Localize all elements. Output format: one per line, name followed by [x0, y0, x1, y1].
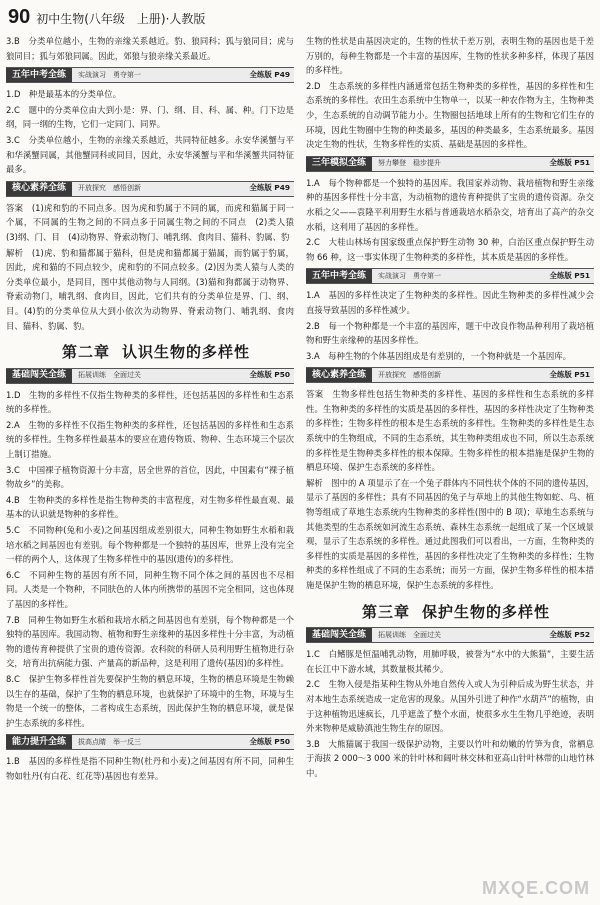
section-subtitle: 实战演习 勇夺第一 — [378, 272, 442, 281]
answer-paragraph: 2.B 每一个物种都是一个丰富的基因库，题干中改良作物品种利用了栽培植物和野生亲缘种的基因多样性。 — [306, 320, 594, 346]
chapter-title: 保护生物的多样性 — [422, 602, 551, 621]
answer-paragraph: 3.B 分类单位越小，生物的亲缘关系越近。豹、狼同科；狐与狼同目；虎与狼同目；狐与郊狼同属。因此，郊狼与狼亲缘关系最近。 — [6, 36, 294, 61]
answer-paragraph: 3.A 每种生物的个体基因组成是有差别的，一个物种就是一个基因库。 — [306, 350, 571, 361]
answer-paragraph: 1.B 基因的多样性是指不同种生物(杜丹和小麦)之间基因有所不同，同种生物如牡丹(有白花、红花等)基因也有差异。 — [6, 756, 294, 781]
section-tag: 三年模拟全练 — [306, 157, 372, 171]
answer-paragraph: 1.C 白鳍豚是恒温哺乳动物，用肺呼吸，被誉为“水中的大熊猫”，主要生活在长江中下游水域，其数量极其稀少。 — [306, 649, 594, 674]
answer-paragraph: 解析 (1)虎、豹和猫都属于猫科，但是虎和猫都属于猫属，而豹属于豹属，因此，虎和猫的不同点较少，虎和豹的不同点较多。(2)因为类人猿与人类的分类单位最小，是同目，图中其他动物与人同纲。(3)猫和狗都属于动物界、脊索动物门，哺乳纲、食肉目，因此，它们共有的分类单位是界、门、纲、目。(4)豹的分类单位从大到小依次为动物界、脊索动物门、哺乳纲、食肉目、猫科、豹属、豹。 — [6, 247, 294, 331]
section-tag: 五年中考全练 — [6, 68, 72, 82]
chapter-number: 第二章 — [61, 343, 110, 362]
answer-paragraph: 7.B 同种生物如野生水稻和栽培水稻之间基因也有差别，每个物种都是一个独特的基因库。我国动物、植物和野生亲缘种的基因多样性十分丰富，为动植物的遗传育种提供了宝贵的遗传资源。农科院的科研人员利用野生植物进行杂交，培育出抗病能力强、产量高的新品种，这是利用了遗传(基因)的多样性。 — [6, 614, 294, 669]
section-subtitle: 开放探究 感悟创新 — [378, 370, 442, 379]
page-header — [8, 6, 205, 32]
answer-paragraph: 2.D 生态系统的多样性内涵通常包括生物种类的多样性，基因的多样性和生态系统的多样性。农田生态系统中生物单一，以某一种农作物为主，生物种类少，生态系统的自动调节能力小。生物圈包括地球上所有的生物和它们生存的环境，因此生物圈中生物的种类最多，基因的种类最多，生态系统最多。基因决定生物的性状，生物多样性的实质、基础是基因的多样性。 — [306, 80, 594, 150]
section-tag: 能力提升全练 — [6, 735, 72, 749]
watermark: MXQE.COM — [481, 878, 590, 898]
section-bar — [306, 367, 594, 383]
chapter-heading — [6, 345, 294, 360]
answer-paragraph: 5.C 不同物种(兔和小麦)之间基因组成差别很大，同种生物如野生水稻和栽培水稻之间基因也有差别。每个物种都是一个独特的基因库，世界上没有完全一样的两个人，这体现了生物多样性中的基因(遗传)的多样性。 — [6, 525, 294, 565]
section-bar — [306, 627, 594, 643]
page-reference: 全练版 P49 — [249, 183, 290, 193]
answer-paragraph: 3.C 分类单位越小，生物的亲缘关系越近，共同特征越多。永安华溪蟹与平和华溪蟹同属，其他蟹同科或同目，因此，永安华溪蟹与平和华溪蟹共同特征最多。 — [6, 134, 294, 175]
chapter-title: 认识生物的多样性 — [122, 343, 251, 362]
page-reference: 全练版 P52 — [549, 629, 590, 639]
page-reference: 全练版 P50 — [249, 737, 290, 747]
section-bar — [6, 368, 294, 384]
section-tag: 核心素养全练 — [306, 368, 372, 382]
left-column — [6, 34, 303, 785]
answer-paragraph: 1.D 种是最基本的分类单位。 — [6, 89, 121, 100]
section-bar — [6, 181, 294, 197]
section-tag: 基础闯关全练 — [6, 369, 72, 383]
chapter-number: 第三章 — [361, 602, 410, 621]
answer-paragraph: 4.B 生物种类的多样性是指生物种类的丰富程度，对生物多样性最直观、最基本的认识就是物种的多样性。 — [6, 494, 294, 520]
section-bar — [6, 734, 294, 750]
answer-paragraph: 6.C 不同种生物的基因有所不同，同种生物不同个体之间的基因也不尽相同。人类是一个物种，不同肤色的人体内所携带的基因不完全相同，这也体现了基因的多样性。 — [6, 569, 294, 609]
answer-paragraph: 2.C 大桂山林场有国家级重点保护野生动物 30 种，白治区重点保护野生动物 66 种，这一事实体现了生物种类的多样性，其本质是基因的多样性。 — [306, 237, 594, 262]
section-bar — [306, 268, 594, 284]
answer-paragraph: 1.A 每个物种都是一个独特的基因库。我国家养动物、栽培植物和野生亲缘种的基因多样性十分丰富，为动植物的遗传育种提供了宝贵的遗传资源。杂交水稻之父——袁隆平利用野生水稻与普通栽培水稻杂交，培育出了高产的杂交水稻，这利用了基因的多样性。 — [306, 177, 594, 232]
answer-paragraph: 解析 图中的 A 项显示了在一个兔子群体内不同性状个体的不同的遗传基因，显示了基因的多样性；具有不同基因的兔子与草地上的其他生物如蛇、鸟、植物等组成了草地生态系统内生物种类的多样性(图中的 B 项)；草地生态系统与其他类型的生态系统如河流生态系统、森林生态系统一起组成了某一个区域景观，显示了生态系统的多样性。通过此图我们可以看出，一方面，生物种类的多样性的实质是基因的多样性，基因的多样性决定了生物种类的多样性；生物种类的多样性组成了不同的生态系统；而另一方面，保护生物多样性的根本措施是保护生物的栖息环境，保护生态系统的多样性。 — [306, 477, 594, 590]
page-number: 90 — [8, 6, 31, 28]
page-reference: 全练版 P49 — [249, 69, 290, 79]
section-subtitle: 开放探究 感悟创新 — [78, 184, 142, 193]
answer-paragraph: 1.D 生物的多样性不仅指生物种类的多样性，还包括基因的多样性和生态系统的多样性。 — [6, 389, 294, 415]
section-bar — [306, 156, 594, 172]
page-reference: 全练版 P51 — [549, 271, 590, 281]
answer-paragraph: 3.B 大熊猫属于我国一级保护动物，主要以竹叶和幼嫩的竹笋为食，常栖息于海拔 2 000～3 000 米的针叶林和阔叶林交林和亚高山针叶林带的山地竹林中。 — [306, 738, 594, 778]
answer-paragraph: 2.C 生物入侵是指某种生物从外地自然传入或人为引种后成为野生状态，并对本地生态系统造成一定危害的现象。从国外引进了种作“水葫芦”的植物，由于这种植物迅速疯长，几乎遮盖了整个水面，使很多水生生物几乎绝迹，表明外来物种是威胁滇池生物生存的原因。 — [306, 679, 594, 734]
section-tag: 五年中考全练 — [306, 269, 372, 283]
answer-paragraph: 3.C 中国裸子植物资源十分丰富，居全世界的首位，因此，中国素有“裸子植物故乡”的美称。 — [6, 464, 294, 490]
section-subtitle: 实战演习 勇夺第一 — [78, 70, 142, 79]
section-tag: 核心素养全练 — [6, 182, 72, 196]
answer-paragraph: 2.A 生物的多样性不仅指生物种类的多样性，还包括基因的多样性和生态系统的多样性。生物多样性最基本的要应在遗传物质、物种、生态环境三个层次上制订措施。 — [6, 419, 294, 460]
answer-paragraph: 8.C 保护生物多样性首先要保护生物的栖息环境，生物的栖息环境是生物赖以生存的基础，保护了生物的栖息环境，也就保护了环境中的生物，环境与生物是一个统一的整体，二者构成生态系统，因此保护生物的栖息环境，就是保护生态系统的多样性。 — [6, 673, 294, 728]
section-subtitle: 拓展训练 全面过关 — [378, 630, 442, 639]
answer-paragraph: 答案 (1)虎和豹的不同点多。因为虎和豹属于不同的属，而虎和猫属于同一个属，不同属的生物之间的不同点多于同属生物之间的不同点 (2)类人猿 (3)纲、门、目 (4)动物界、脊索动物门、哺乳纲、食肉目、猫科、豹属、豹 — [6, 202, 303, 242]
page-reference: 全练版 P51 — [549, 158, 590, 168]
section-subtitle: 拓展训练 全面过关 — [78, 371, 142, 380]
section-tag: 基础闯关全练 — [306, 628, 372, 642]
answer-paragraph: 2.C 题中的分类单位由大到小是：界、门、纲、目、科、属、种。门下边是纲，同一纲的生物，它们一定同门、同界。 — [6, 104, 294, 130]
page-reference: 全练版 P51 — [549, 369, 590, 379]
answer-paragraph: 1.A 基因的多样性决定了生物种类的多样性。因此生物种类的多样性减少会直接导致基因的多样性减少。 — [306, 290, 594, 315]
page-reference: 全练版 P50 — [249, 370, 290, 380]
section-subtitle: 拔高点睛 举一反三 — [78, 738, 142, 747]
answer-paragraph: 答案 生物多样性包括生物种类的多样性、基因的多样性和生态系统的多样性。生物种类的多样性的实质是基因的多样性，基因的多样性决定了生物种类的多样性；生物多样性的根本是生态系统的多样性。生物种类的多样性是生态系统中的生物组成，不同的生态系统，其生物种类组成也不同，所以生态系统的多样性是生物种类多样性的根本保障。生物多样性的根本措施是保护生物的栖息环境、保护生态系统的多样性。 — [306, 389, 594, 473]
right-column — [306, 34, 594, 782]
answer-paragraph: 生物的性状是由基因决定的，生物的性状千差万别，表明生物的基因也是千差万别的，每种生物都是一个丰富的基因库，生物的性状多种多样，体现了基因的多样性。 — [306, 36, 594, 76]
section-bar — [6, 67, 294, 83]
chapter-heading — [306, 602, 594, 621]
book-title: 初中生物(八年级 上册)·人教版 — [36, 12, 206, 26]
section-subtitle: 努力攀登 稳步提升 — [378, 159, 442, 168]
